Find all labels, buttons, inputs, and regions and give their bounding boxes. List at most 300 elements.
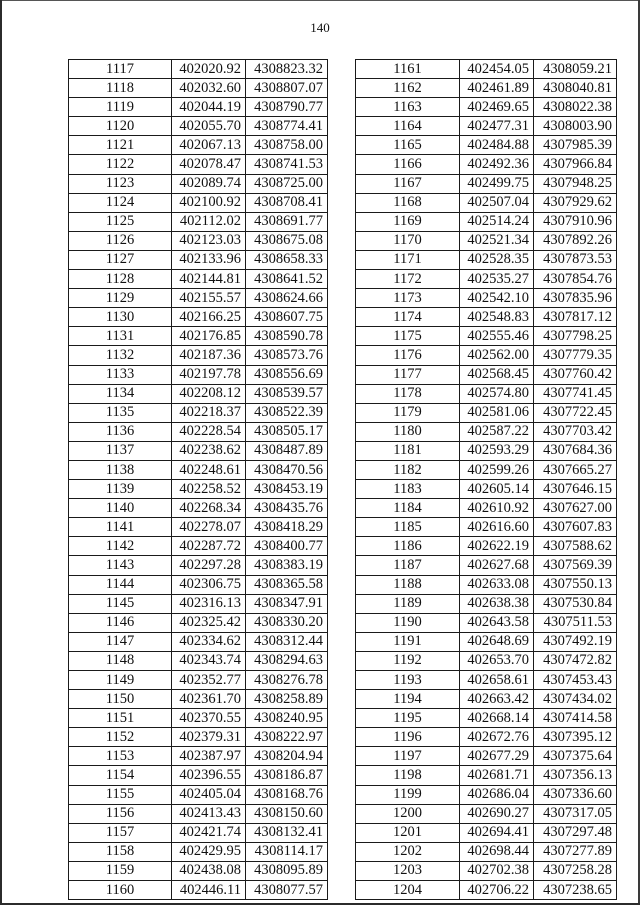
x-coordinate-cell: 402528.35 (460, 250, 534, 269)
table-row (356, 174, 617, 193)
point-number-cell: 1185 (356, 518, 460, 537)
point-number-cell: 1117 (69, 60, 172, 79)
y-coordinate-cell: 4307395.12 (534, 728, 617, 747)
point-number-cell: 1171 (356, 250, 460, 269)
x-coordinate-cell: 402370.55 (172, 709, 246, 728)
y-coordinate-cell: 4307277.89 (534, 842, 617, 861)
point-number-cell: 1146 (69, 613, 172, 632)
table-row (69, 365, 328, 384)
y-coordinate-cell: 4308003.90 (534, 117, 617, 136)
y-coordinate-cell: 4307588.62 (534, 537, 617, 556)
point-number-cell: 1130 (69, 308, 172, 327)
x-coordinate-cell: 402032.60 (172, 79, 246, 98)
y-coordinate-cell: 4308022.38 (534, 98, 617, 117)
y-coordinate-cell: 4307550.13 (534, 575, 617, 594)
y-coordinate-cell: 4308114.17 (246, 842, 328, 861)
x-coordinate-cell: 402633.08 (460, 575, 534, 594)
table-row (356, 499, 617, 518)
y-coordinate-cell: 4307854.76 (534, 270, 617, 289)
table-row (69, 155, 328, 174)
y-coordinate-cell: 4307966.84 (534, 155, 617, 174)
table-row (356, 403, 617, 422)
table-row (69, 480, 328, 499)
point-number-cell: 1164 (356, 117, 460, 136)
table-row (69, 747, 328, 766)
point-number-cell: 1122 (69, 155, 172, 174)
table-row (356, 327, 617, 346)
point-number-cell: 1169 (356, 212, 460, 231)
y-coordinate-cell: 4308823.32 (246, 60, 328, 79)
y-coordinate-cell: 4307336.60 (534, 785, 617, 804)
x-coordinate-cell: 402248.61 (172, 460, 246, 479)
x-coordinate-cell: 402605.14 (460, 480, 534, 499)
table-row (69, 384, 328, 403)
x-coordinate-cell: 402334.62 (172, 632, 246, 651)
table-row (356, 861, 617, 880)
table-row (69, 60, 328, 79)
table-row (356, 785, 617, 804)
table-row (356, 365, 617, 384)
x-coordinate-cell: 402208.12 (172, 384, 246, 403)
y-coordinate-cell: 4308294.63 (246, 651, 328, 670)
table-row (69, 289, 328, 308)
x-coordinate-cell: 402648.69 (460, 632, 534, 651)
x-coordinate-cell: 402100.92 (172, 193, 246, 212)
x-coordinate-cell: 402067.13 (172, 136, 246, 155)
x-coordinate-cell: 402343.74 (172, 651, 246, 670)
point-number-cell: 1181 (356, 441, 460, 460)
point-number-cell: 1141 (69, 518, 172, 537)
point-number-cell: 1199 (356, 785, 460, 804)
y-coordinate-cell: 4308059.21 (534, 60, 617, 79)
y-coordinate-cell: 4307646.15 (534, 480, 617, 499)
point-number-cell: 1194 (356, 690, 460, 709)
point-number-cell: 1172 (356, 270, 460, 289)
y-coordinate-cell: 4308758.00 (246, 136, 328, 155)
point-number-cell: 1166 (356, 155, 460, 174)
x-coordinate-cell: 402535.27 (460, 270, 534, 289)
point-number-cell: 1193 (356, 671, 460, 690)
x-coordinate-cell: 402387.97 (172, 747, 246, 766)
y-coordinate-cell: 4308453.19 (246, 480, 328, 499)
table-row (356, 613, 617, 632)
point-number-cell: 1134 (69, 384, 172, 403)
x-coordinate-cell: 402306.75 (172, 575, 246, 594)
y-coordinate-cell: 4308276.78 (246, 671, 328, 690)
y-coordinate-cell: 4307511.53 (534, 613, 617, 632)
table-row (356, 690, 617, 709)
y-coordinate-cell: 4308222.97 (246, 728, 328, 747)
x-coordinate-cell: 402599.26 (460, 460, 534, 479)
x-coordinate-cell: 402663.42 (460, 690, 534, 709)
y-coordinate-cell: 4308774.41 (246, 117, 328, 136)
x-coordinate-cell: 402555.46 (460, 327, 534, 346)
y-coordinate-cell: 4308675.08 (246, 231, 328, 250)
y-coordinate-cell: 4308400.77 (246, 537, 328, 556)
point-number-cell: 1136 (69, 422, 172, 441)
point-number-cell: 1165 (356, 136, 460, 155)
y-coordinate-cell: 4307569.39 (534, 556, 617, 575)
point-number-cell: 1196 (356, 728, 460, 747)
x-coordinate-cell: 402593.29 (460, 441, 534, 460)
table-row (69, 594, 328, 613)
y-coordinate-cell: 4308330.20 (246, 613, 328, 632)
point-number-cell: 1139 (69, 480, 172, 499)
page-number: 140 (310, 20, 330, 35)
x-coordinate-cell: 402677.29 (460, 747, 534, 766)
point-number-cell: 1118 (69, 79, 172, 98)
point-number-cell: 1144 (69, 575, 172, 594)
table-row (356, 632, 617, 651)
table-row (69, 728, 328, 747)
y-coordinate-cell: 4307817.12 (534, 308, 617, 327)
x-coordinate-cell: 402461.89 (460, 79, 534, 98)
table-row (69, 690, 328, 709)
coordinates-table-right (355, 59, 617, 900)
y-coordinate-cell: 4308708.41 (246, 193, 328, 212)
x-coordinate-cell: 402429.95 (172, 842, 246, 861)
table-row (356, 747, 617, 766)
point-number-cell: 1178 (356, 384, 460, 403)
y-coordinate-cell: 4307985.39 (534, 136, 617, 155)
x-coordinate-cell: 402228.54 (172, 422, 246, 441)
y-coordinate-cell: 4308204.94 (246, 747, 328, 766)
x-coordinate-cell: 402238.62 (172, 441, 246, 460)
x-coordinate-cell: 402706.22 (460, 881, 534, 900)
table-row (356, 594, 617, 613)
table-row (69, 499, 328, 518)
point-number-cell: 1163 (356, 98, 460, 117)
table-row (356, 823, 617, 842)
y-coordinate-cell: 4307472.82 (534, 651, 617, 670)
point-number-cell: 1204 (356, 881, 460, 900)
point-number-cell: 1145 (69, 594, 172, 613)
y-coordinate-cell: 4307684.36 (534, 441, 617, 460)
point-number-cell: 1202 (356, 842, 460, 861)
point-number-cell: 1182 (356, 460, 460, 479)
y-coordinate-cell: 4307492.19 (534, 632, 617, 651)
point-number-cell: 1133 (69, 365, 172, 384)
point-number-cell: 1173 (356, 289, 460, 308)
y-coordinate-cell: 4308132.41 (246, 823, 328, 842)
y-coordinate-cell: 4307835.96 (534, 289, 617, 308)
table-row (69, 422, 328, 441)
y-coordinate-cell: 4307741.45 (534, 384, 617, 403)
table-row (69, 174, 328, 193)
x-coordinate-cell: 402413.43 (172, 804, 246, 823)
table-row (356, 289, 617, 308)
table-row (356, 804, 617, 823)
x-coordinate-cell: 402361.70 (172, 690, 246, 709)
y-coordinate-cell: 4308150.60 (246, 804, 328, 823)
table-row (356, 460, 617, 479)
table-row (69, 785, 328, 804)
table-row (356, 556, 617, 575)
point-number-cell: 1127 (69, 250, 172, 269)
table-row (356, 212, 617, 231)
coordinates-table-left (68, 59, 328, 900)
x-coordinate-cell: 402287.72 (172, 537, 246, 556)
y-coordinate-cell: 4308418.29 (246, 518, 328, 537)
point-number-cell: 1129 (69, 289, 172, 308)
y-coordinate-cell: 4308556.69 (246, 365, 328, 384)
y-coordinate-cell: 4308522.39 (246, 403, 328, 422)
point-number-cell: 1190 (356, 613, 460, 632)
table-row (356, 193, 617, 212)
x-coordinate-cell: 402681.71 (460, 766, 534, 785)
table-row (356, 270, 617, 289)
table-row (69, 136, 328, 155)
x-coordinate-cell: 402469.65 (460, 98, 534, 117)
x-coordinate-cell: 402542.10 (460, 289, 534, 308)
point-number-cell: 1124 (69, 193, 172, 212)
point-number-cell: 1148 (69, 651, 172, 670)
table-row (69, 79, 328, 98)
x-coordinate-cell: 402258.52 (172, 480, 246, 499)
y-coordinate-cell: 4307665.27 (534, 460, 617, 479)
point-number-cell: 1152 (69, 728, 172, 747)
table-row (69, 556, 328, 575)
x-coordinate-cell: 402548.83 (460, 308, 534, 327)
y-coordinate-cell: 4307948.25 (534, 174, 617, 193)
x-coordinate-cell: 402379.31 (172, 728, 246, 747)
table-row (356, 441, 617, 460)
y-coordinate-cell: 4308258.89 (246, 690, 328, 709)
point-number-cell: 1120 (69, 117, 172, 136)
table-row (69, 231, 328, 250)
point-number-cell: 1151 (69, 709, 172, 728)
table-row (356, 728, 617, 747)
y-coordinate-cell: 4308365.58 (246, 575, 328, 594)
y-coordinate-cell: 4308505.17 (246, 422, 328, 441)
table-row (69, 671, 328, 690)
point-number-cell: 1189 (356, 594, 460, 613)
y-coordinate-cell: 4307779.35 (534, 346, 617, 365)
x-coordinate-cell: 402166.25 (172, 308, 246, 327)
y-coordinate-cell: 4308741.53 (246, 155, 328, 174)
point-number-cell: 1184 (356, 499, 460, 518)
y-coordinate-cell: 4308539.57 (246, 384, 328, 403)
table-row (356, 575, 617, 594)
x-coordinate-cell: 402587.22 (460, 422, 534, 441)
table-row (356, 60, 617, 79)
point-number-cell: 1177 (356, 365, 460, 384)
point-number-cell: 1158 (69, 842, 172, 861)
table-row (69, 861, 328, 880)
x-coordinate-cell: 402155.57 (172, 289, 246, 308)
y-coordinate-cell: 4308807.07 (246, 79, 328, 98)
x-coordinate-cell: 402297.28 (172, 556, 246, 575)
point-number-cell: 1131 (69, 327, 172, 346)
x-coordinate-cell: 402507.04 (460, 193, 534, 212)
y-coordinate-cell: 4308312.44 (246, 632, 328, 651)
point-number-cell: 1200 (356, 804, 460, 823)
y-coordinate-cell: 4307258.28 (534, 861, 617, 880)
table-row (69, 117, 328, 136)
x-coordinate-cell: 402218.37 (172, 403, 246, 422)
table-row (356, 480, 617, 499)
table-row (356, 881, 617, 900)
x-coordinate-cell: 402672.76 (460, 728, 534, 747)
x-coordinate-cell: 402078.47 (172, 155, 246, 174)
point-number-cell: 1192 (356, 651, 460, 670)
point-number-cell: 1123 (69, 174, 172, 193)
x-coordinate-cell: 402568.45 (460, 365, 534, 384)
x-coordinate-cell: 402521.34 (460, 231, 534, 250)
table-row (69, 250, 328, 269)
x-coordinate-cell: 402638.38 (460, 594, 534, 613)
x-coordinate-cell: 402187.36 (172, 346, 246, 365)
point-number-cell: 1140 (69, 499, 172, 518)
y-coordinate-cell: 4308624.66 (246, 289, 328, 308)
y-coordinate-cell: 4307317.05 (534, 804, 617, 823)
y-coordinate-cell: 4307530.84 (534, 594, 617, 613)
table-row (356, 842, 617, 861)
x-coordinate-cell: 402278.07 (172, 518, 246, 537)
y-coordinate-cell: 4307798.25 (534, 327, 617, 346)
table-row (69, 709, 328, 728)
table-row (356, 651, 617, 670)
x-coordinate-cell: 402020.92 (172, 60, 246, 79)
table-row (356, 155, 617, 174)
table-row (69, 308, 328, 327)
point-number-cell: 1147 (69, 632, 172, 651)
point-number-cell: 1126 (69, 231, 172, 250)
y-coordinate-cell: 4307873.53 (534, 250, 617, 269)
point-number-cell: 1155 (69, 785, 172, 804)
x-coordinate-cell: 402176.85 (172, 327, 246, 346)
y-coordinate-cell: 4307356.13 (534, 766, 617, 785)
x-coordinate-cell: 402702.38 (460, 861, 534, 880)
table-row (69, 842, 328, 861)
y-coordinate-cell: 4307760.42 (534, 365, 617, 384)
y-coordinate-cell: 4307414.58 (534, 709, 617, 728)
table-row (69, 804, 328, 823)
table-row (69, 212, 328, 231)
x-coordinate-cell: 402089.74 (172, 174, 246, 193)
y-coordinate-cell: 4308641.52 (246, 270, 328, 289)
x-coordinate-cell: 402698.44 (460, 842, 534, 861)
y-coordinate-cell: 4308168.76 (246, 785, 328, 804)
x-coordinate-cell: 402454.05 (460, 60, 534, 79)
y-coordinate-cell: 4308573.76 (246, 346, 328, 365)
y-coordinate-cell: 4307910.96 (534, 212, 617, 231)
point-number-cell: 1137 (69, 441, 172, 460)
table-row (69, 270, 328, 289)
table-row (69, 613, 328, 632)
y-coordinate-cell: 4307703.42 (534, 422, 617, 441)
y-coordinate-cell: 4308240.95 (246, 709, 328, 728)
table-row (69, 403, 328, 422)
x-coordinate-cell: 402610.92 (460, 499, 534, 518)
table-row (69, 632, 328, 651)
y-coordinate-cell: 4308691.77 (246, 212, 328, 231)
point-number-cell: 1161 (356, 60, 460, 79)
x-coordinate-cell: 402446.11 (172, 881, 246, 900)
y-coordinate-cell: 4307434.02 (534, 690, 617, 709)
point-number-cell: 1162 (356, 79, 460, 98)
x-coordinate-cell: 402499.75 (460, 174, 534, 193)
y-coordinate-cell: 4308725.00 (246, 174, 328, 193)
x-coordinate-cell: 402197.78 (172, 365, 246, 384)
table-row (69, 346, 328, 365)
x-coordinate-cell: 402268.34 (172, 499, 246, 518)
table-row (69, 766, 328, 785)
point-number-cell: 1195 (356, 709, 460, 728)
x-coordinate-cell: 402694.41 (460, 823, 534, 842)
point-number-cell: 1157 (69, 823, 172, 842)
x-coordinate-cell: 402405.04 (172, 785, 246, 804)
x-coordinate-cell: 402643.58 (460, 613, 534, 632)
y-coordinate-cell: 4307297.48 (534, 823, 617, 842)
x-coordinate-cell: 402658.61 (460, 671, 534, 690)
y-coordinate-cell: 4308435.76 (246, 499, 328, 518)
table-row (356, 537, 617, 556)
point-number-cell: 1170 (356, 231, 460, 250)
x-coordinate-cell: 402044.19 (172, 98, 246, 117)
point-number-cell: 1201 (356, 823, 460, 842)
x-coordinate-cell: 402144.81 (172, 270, 246, 289)
point-number-cell: 1156 (69, 804, 172, 823)
point-number-cell: 1142 (69, 537, 172, 556)
table-row (69, 537, 328, 556)
table-row (356, 308, 617, 327)
point-number-cell: 1188 (356, 575, 460, 594)
point-number-cell: 1138 (69, 460, 172, 479)
x-coordinate-cell: 402055.70 (172, 117, 246, 136)
x-coordinate-cell: 402653.70 (460, 651, 534, 670)
x-coordinate-cell: 402616.60 (460, 518, 534, 537)
point-number-cell: 1154 (69, 766, 172, 785)
table-row (356, 671, 617, 690)
point-number-cell: 1167 (356, 174, 460, 193)
table-row (69, 460, 328, 479)
y-coordinate-cell: 4308487.89 (246, 441, 328, 460)
table-row (356, 518, 617, 537)
table-row (69, 441, 328, 460)
x-coordinate-cell: 402622.19 (460, 537, 534, 556)
point-number-cell: 1168 (356, 193, 460, 212)
x-coordinate-cell: 402686.04 (460, 785, 534, 804)
y-coordinate-cell: 4308590.78 (246, 327, 328, 346)
point-number-cell: 1135 (69, 403, 172, 422)
y-coordinate-cell: 4307929.62 (534, 193, 617, 212)
x-coordinate-cell: 402112.02 (172, 212, 246, 231)
y-coordinate-cell: 4308470.56 (246, 460, 328, 479)
table-row (69, 193, 328, 212)
scan-edge-left (0, 0, 2, 905)
x-coordinate-cell: 402123.03 (172, 231, 246, 250)
y-coordinate-cell: 4308607.75 (246, 308, 328, 327)
point-number-cell: 1183 (356, 480, 460, 499)
point-number-cell: 1132 (69, 346, 172, 365)
scan-edge-top (0, 0, 640, 1)
point-number-cell: 1198 (356, 766, 460, 785)
x-coordinate-cell: 402492.36 (460, 155, 534, 174)
table-row (69, 651, 328, 670)
point-number-cell: 1175 (356, 327, 460, 346)
y-coordinate-cell: 4308095.89 (246, 861, 328, 880)
x-coordinate-cell: 402574.80 (460, 384, 534, 403)
table-row (356, 384, 617, 403)
y-coordinate-cell: 4308790.77 (246, 98, 328, 117)
point-number-cell: 1160 (69, 881, 172, 900)
y-coordinate-cell: 4307238.65 (534, 881, 617, 900)
x-coordinate-cell: 402316.13 (172, 594, 246, 613)
table-row (356, 98, 617, 117)
point-number-cell: 1121 (69, 136, 172, 155)
y-coordinate-cell: 4307722.45 (534, 403, 617, 422)
